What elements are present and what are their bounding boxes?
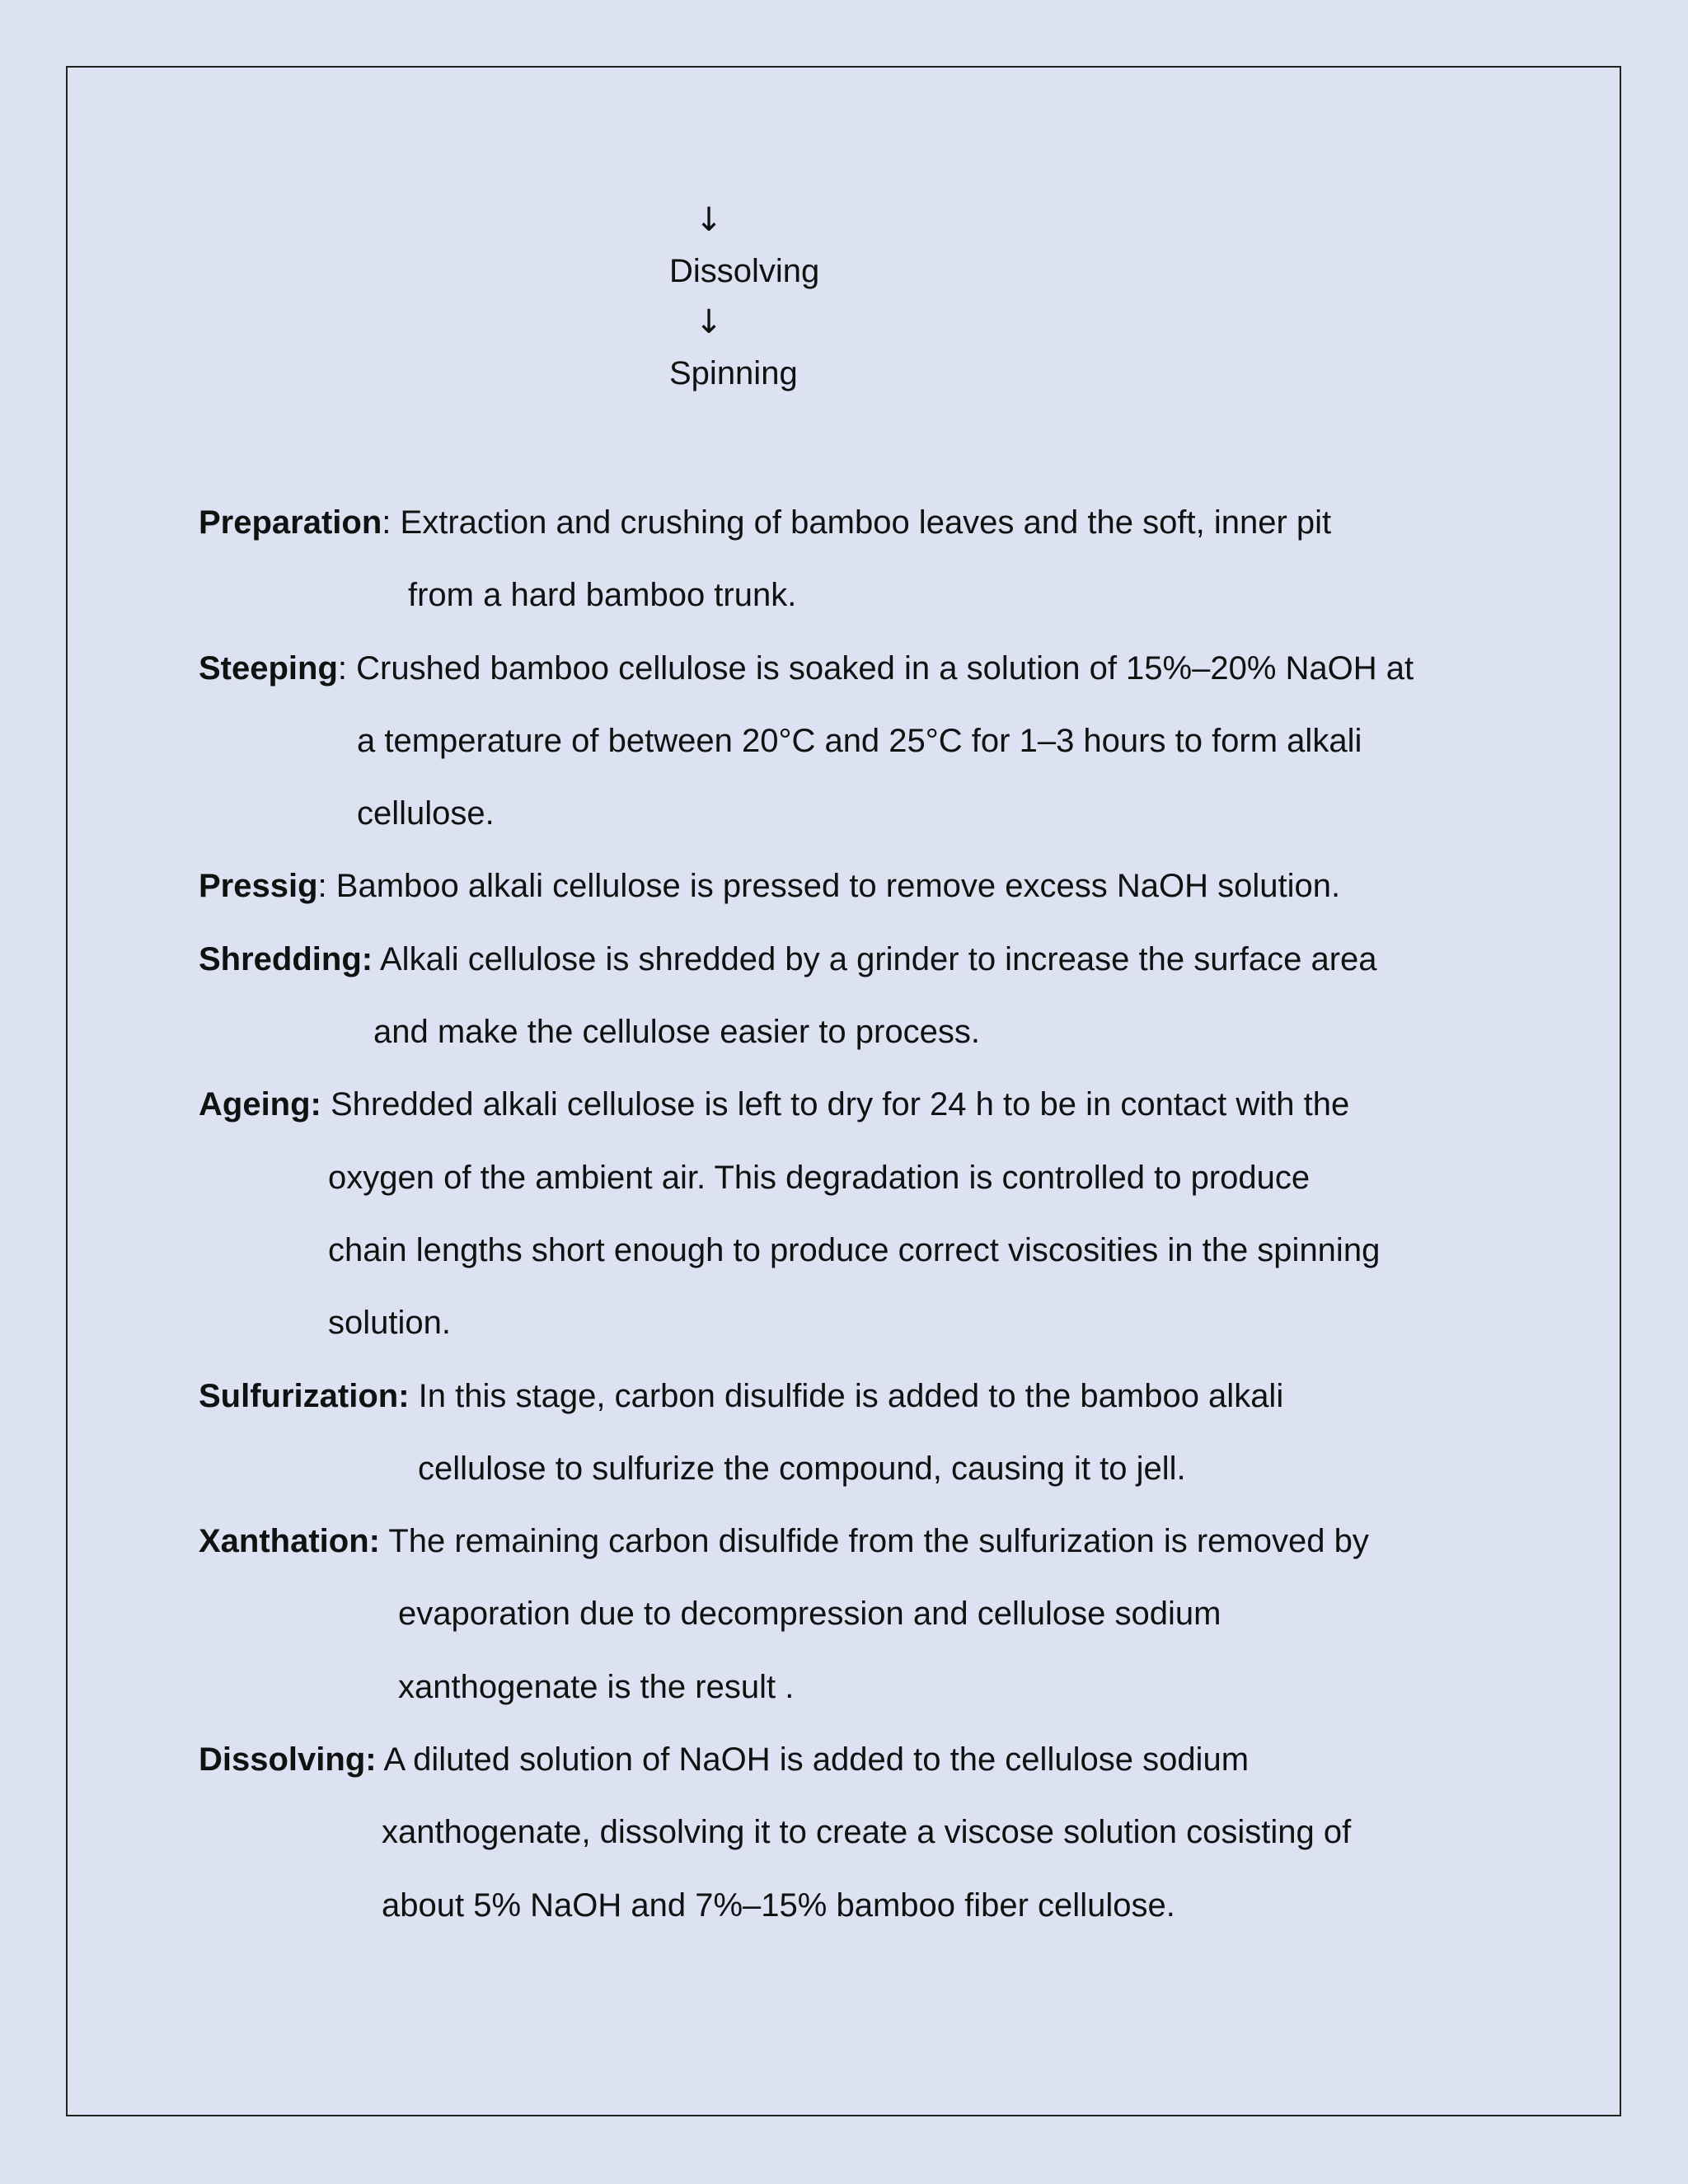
definition-entry xyxy=(199,923,1517,1069)
definition-continuation: solution. xyxy=(328,1305,451,1342)
definition-first-line xyxy=(199,923,1517,996)
flow-step-spinning: Spinning xyxy=(669,355,798,391)
definition-entry xyxy=(199,486,1517,632)
definition-term: Xanthation: xyxy=(199,1523,380,1560)
definition-text: A diluted solution of NaOH is added to the cellulose sodium xyxy=(383,1741,1250,1779)
definition-continuation: xanthogenate, dissolving it to create a viscose solution cosisting of xyxy=(382,1814,1352,1851)
down-arrow-icon: ↓ xyxy=(695,303,723,341)
definition-first-line xyxy=(199,1505,1517,1577)
definition-term: Sulfurization: xyxy=(199,1377,410,1414)
down-arrow-icon: ↓ xyxy=(695,201,723,239)
definition-term: Shredding: xyxy=(199,940,373,977)
definition-continuation: from a hard bamboo trunk. xyxy=(408,577,797,614)
definition-continuation: cellulose. xyxy=(357,795,495,832)
flow-step-dissolving: Dissolving xyxy=(669,253,820,289)
definition-text: Crushed bamboo cellulose is soaked in a solution of 15%–20% NaOH at xyxy=(356,649,1414,687)
definition-text: Bamboo alkali cellulose is pressed to remove excess NaOH solution. xyxy=(335,868,1341,905)
definition-first-line xyxy=(199,632,1517,705)
definition-text: Extraction and crushing of bamboo leaves and the soft, inner pit xyxy=(400,504,1332,541)
definition-continuation: cellulose to sulfurize the compound, causing it to jell. xyxy=(418,1450,1186,1487)
definition-continuation: a temperature of between 20°C and 25°C for 1–3 hours to form alkali xyxy=(357,722,1362,759)
definition-text: In this stage, carbon disulfide is added to the bamboo alkali xyxy=(418,1377,1284,1414)
definition-continuation: xanthogenate is the result . xyxy=(398,1668,795,1705)
definition-term: Dissolving: xyxy=(199,1741,377,1779)
definition-first-line xyxy=(199,1068,1517,1141)
definition-continuation: evaporation due to decompression and cellulose sodium xyxy=(398,1596,1221,1633)
definition-term: Ageing: xyxy=(199,1086,321,1123)
definition-entry xyxy=(199,1360,1517,1506)
definition-term: Pressig xyxy=(199,868,318,905)
definition-entry xyxy=(199,632,1517,851)
definition-entry xyxy=(199,850,1517,922)
definition-continuation: and make the cellulose easier to process. xyxy=(373,1014,980,1051)
definition-term: Steeping xyxy=(199,649,338,687)
definition-entry xyxy=(199,1505,1517,1723)
definition-term: Preparation xyxy=(199,504,382,541)
definition-first-line xyxy=(199,850,1517,922)
definition-separator: : xyxy=(337,649,348,687)
definition-continuation: about 5% NaOH and 7%–15% bamboo fiber cellulose. xyxy=(382,1886,1175,1924)
definition-continuation: chain lengths short enough to produce correct viscosities in the spinning xyxy=(328,1231,1381,1268)
definition-entry xyxy=(199,1723,1517,1942)
definition-first-line xyxy=(199,1360,1517,1432)
definition-entry xyxy=(199,1068,1517,1359)
definition-separator: : xyxy=(382,504,392,541)
definition-list xyxy=(199,486,1517,1942)
definition-first-line xyxy=(199,1723,1517,1796)
definition-text: Alkali cellulose is shredded by a grinder to increase the surface area xyxy=(380,940,1377,977)
definition-text: Shredded alkali cellulose is left to dry for 24 h to be in contact with the xyxy=(331,1086,1350,1123)
definition-continuation: oxygen of the ambient air. This degradation is controlled to produce xyxy=(328,1159,1311,1196)
process-flow xyxy=(669,194,999,399)
definition-separator: : xyxy=(317,868,327,905)
definition-text: The remaining carbon disulfide from the sulfurization is removed by xyxy=(388,1523,1369,1560)
definition-first-line xyxy=(199,486,1517,559)
